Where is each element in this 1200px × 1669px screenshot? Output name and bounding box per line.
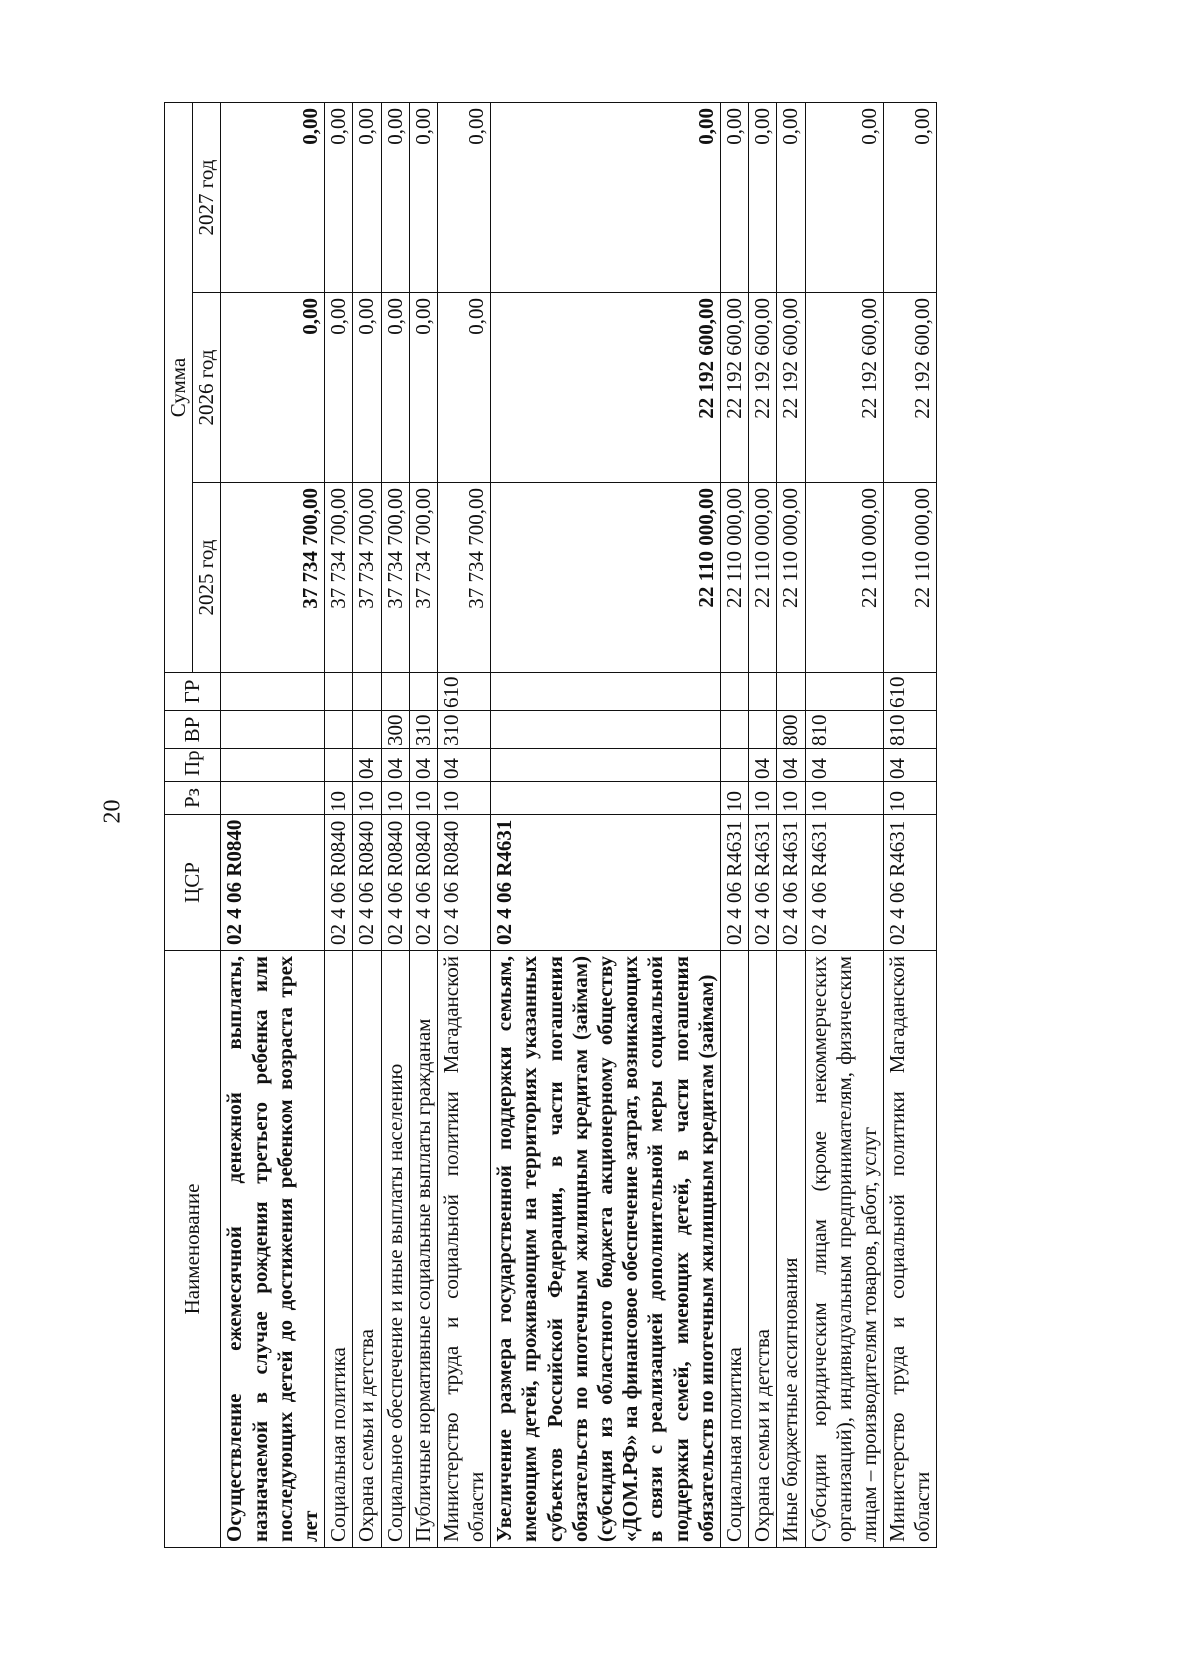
row-name: Министерство труда и социальной политики Магаданской области bbox=[437, 951, 490, 1548]
header-row-1 bbox=[165, 102, 193, 1547]
row-2026: 0,00 bbox=[409, 293, 437, 483]
row-rz: 10 bbox=[381, 782, 409, 815]
row-2025: 37 734 700,00 bbox=[325, 483, 353, 673]
table-row bbox=[884, 102, 937, 1547]
row-rz: 10 bbox=[353, 782, 381, 815]
row-name: Увеличение размера государственной поддержки семьям, имеющим детей, проживающим на территориях указанных субъектов Российской Федерации, в части погашения обязательств по ипотечным жилищным кредитам (займам) (субсидия из областного бюджета акционерному обществу «ДОМ.РФ» на финансовое обеспечение затрат, возникающих в связи с реализацией дополнительной меры социальной поддержки семей, имеющих детей, в части погашения обязательств по ипотечным жилищным кредитам (займам) bbox=[491, 951, 721, 1548]
header-gr: ГР bbox=[165, 673, 221, 711]
row-2026: 22 192 600,00 bbox=[805, 293, 884, 483]
row-rz bbox=[491, 782, 721, 815]
row-csr: 02 4 06 R0840 bbox=[381, 815, 409, 951]
row-gr bbox=[749, 673, 777, 711]
row-2026: 0,00 bbox=[221, 293, 325, 483]
row-name: Социальное обеспечение и иные выплаты населению bbox=[381, 951, 409, 1548]
row-name: Иные бюджетные ассигнования bbox=[777, 951, 805, 1548]
row-csr: 02 4 06 R4631 bbox=[805, 815, 884, 951]
row-pr bbox=[325, 749, 353, 782]
row-pr bbox=[491, 749, 721, 782]
row-vr: 300 bbox=[381, 711, 409, 749]
row-pr: 04 bbox=[409, 749, 437, 782]
row-rz: 10 bbox=[720, 782, 748, 815]
header-year-2025: 2025 год bbox=[193, 483, 221, 673]
row-2026: 22 192 600,00 bbox=[777, 293, 805, 483]
table-row bbox=[749, 102, 777, 1547]
row-2027: 0,00 bbox=[353, 102, 381, 292]
row-pr bbox=[720, 749, 748, 782]
row-gr bbox=[353, 673, 381, 711]
row-vr bbox=[749, 711, 777, 749]
table-row bbox=[805, 102, 884, 1547]
row-gr bbox=[491, 673, 721, 711]
row-rz: 10 bbox=[409, 782, 437, 815]
row-2025: 37 734 700,00 bbox=[409, 483, 437, 673]
row-2025: 22 110 000,00 bbox=[749, 483, 777, 673]
row-rz: 10 bbox=[805, 782, 884, 815]
row-gr bbox=[381, 673, 409, 711]
row-2027: 0,00 bbox=[805, 102, 884, 292]
row-rz: 10 bbox=[749, 782, 777, 815]
header-pr: Пр bbox=[165, 749, 221, 782]
row-2026: 0,00 bbox=[381, 293, 409, 483]
rotated-table-container bbox=[164, 103, 937, 1548]
row-2025: 22 110 000,00 bbox=[777, 483, 805, 673]
row-rz: 10 bbox=[437, 782, 490, 815]
row-vr bbox=[353, 711, 381, 749]
row-csr: 02 4 06 R4631 bbox=[749, 815, 777, 951]
row-2027: 0,00 bbox=[437, 102, 490, 292]
row-vr: 310 bbox=[409, 711, 437, 749]
header-sum: Сумма bbox=[165, 102, 193, 672]
row-name: Министерство труда и социальной политики Магаданской области bbox=[884, 951, 937, 1548]
row-name: Социальная политика bbox=[720, 951, 748, 1548]
table-row bbox=[409, 102, 437, 1547]
row-2026: 0,00 bbox=[353, 293, 381, 483]
row-csr: 02 4 06 R0840 bbox=[353, 815, 381, 951]
row-name: Социальная политика bbox=[325, 951, 353, 1548]
table-row bbox=[221, 102, 325, 1547]
row-vr bbox=[491, 711, 721, 749]
row-pr: 04 bbox=[353, 749, 381, 782]
row-gr bbox=[777, 673, 805, 711]
row-gr bbox=[409, 673, 437, 711]
page-number: 20 bbox=[99, 799, 126, 824]
row-2026: 0,00 bbox=[325, 293, 353, 483]
table-row bbox=[325, 102, 353, 1547]
table-row bbox=[353, 102, 381, 1547]
row-vr: 810 bbox=[884, 711, 937, 749]
row-name: Осуществление ежемесячной денежной выплаты, назначаемой в случае рождения третьего ребенка или последующих детей до достижения ребенком возраста трех лет bbox=[221, 951, 325, 1548]
row-gr bbox=[805, 673, 884, 711]
row-pr: 04 bbox=[381, 749, 409, 782]
row-pr: 04 bbox=[749, 749, 777, 782]
row-2027: 0,00 bbox=[409, 102, 437, 292]
table-row bbox=[381, 102, 409, 1547]
row-2025: 22 110 000,00 bbox=[491, 483, 721, 673]
row-pr: 04 bbox=[805, 749, 884, 782]
row-2025: 37 734 700,00 bbox=[353, 483, 381, 673]
header-year-2026: 2026 год bbox=[193, 293, 221, 483]
row-gr bbox=[325, 673, 353, 711]
table-row bbox=[777, 102, 805, 1547]
row-2026: 22 192 600,00 bbox=[749, 293, 777, 483]
row-pr bbox=[221, 749, 325, 782]
row-vr: 310 bbox=[437, 711, 490, 749]
row-gr bbox=[221, 673, 325, 711]
row-gr: 610 bbox=[437, 673, 490, 711]
row-2025: 37 734 700,00 bbox=[381, 483, 409, 673]
table-row bbox=[491, 102, 721, 1547]
row-rz: 10 bbox=[777, 782, 805, 815]
row-csr: 02 4 06 R4631 bbox=[720, 815, 748, 951]
row-pr: 04 bbox=[437, 749, 490, 782]
row-csr: 02 4 06 R0840 bbox=[437, 815, 490, 951]
row-rz: 10 bbox=[325, 782, 353, 815]
row-vr bbox=[325, 711, 353, 749]
row-2025: 22 110 000,00 bbox=[884, 483, 937, 673]
row-2027: 0,00 bbox=[221, 102, 325, 292]
row-2025: 37 734 700,00 bbox=[221, 483, 325, 673]
budget-table bbox=[164, 102, 937, 1548]
row-csr: 02 4 06 R4631 bbox=[777, 815, 805, 951]
row-2027: 0,00 bbox=[749, 102, 777, 292]
row-rz bbox=[221, 782, 325, 815]
row-2026: 22 192 600,00 bbox=[491, 293, 721, 483]
row-csr: 02 4 06 R0840 bbox=[325, 815, 353, 951]
row-csr: 02 4 06 R0840 bbox=[221, 815, 325, 951]
row-pr: 04 bbox=[884, 749, 937, 782]
row-vr bbox=[221, 711, 325, 749]
row-2027: 0,00 bbox=[325, 102, 353, 292]
row-csr: 02 4 06 R4631 bbox=[884, 815, 937, 951]
row-pr: 04 bbox=[777, 749, 805, 782]
row-2025: 22 110 000,00 bbox=[805, 483, 884, 673]
row-vr: 800 bbox=[777, 711, 805, 749]
row-2026: 0,00 bbox=[437, 293, 490, 483]
row-name: Охрана семьи и детства bbox=[749, 951, 777, 1548]
table-row bbox=[437, 102, 490, 1547]
row-vr: 810 bbox=[805, 711, 884, 749]
row-2025: 37 734 700,00 bbox=[437, 483, 490, 673]
row-2027: 0,00 bbox=[491, 102, 721, 292]
row-2027: 0,00 bbox=[884, 102, 937, 292]
header-vr: ВР bbox=[165, 711, 221, 749]
row-vr bbox=[720, 711, 748, 749]
row-rz: 10 bbox=[884, 782, 937, 815]
table-row bbox=[720, 102, 748, 1547]
row-gr bbox=[720, 673, 748, 711]
row-2027: 0,00 bbox=[381, 102, 409, 292]
row-2025: 22 110 000,00 bbox=[720, 483, 748, 673]
row-name: Охрана семьи и детства bbox=[353, 951, 381, 1548]
row-2027: 0,00 bbox=[777, 102, 805, 292]
row-gr: 610 bbox=[884, 673, 937, 711]
header-csr: ЦСР bbox=[165, 815, 221, 951]
row-csr: 02 4 06 R4631 bbox=[491, 815, 721, 951]
row-name: Субсидии юридическим лицам (кроме некоммерческих организаций), индивидуальным предпринимателям, физическим лицам – производителям товаров, работ, услуг bbox=[805, 951, 884, 1548]
header-name: Наименование bbox=[165, 951, 221, 1548]
header-year-2027: 2027 год bbox=[193, 102, 221, 292]
row-2026: 22 192 600,00 bbox=[884, 293, 937, 483]
row-name: Публичные нормативные социальные выплаты гражданам bbox=[409, 951, 437, 1548]
header-rz: Рз bbox=[165, 782, 221, 815]
row-2027: 0,00 bbox=[720, 102, 748, 292]
row-csr: 02 4 06 R0840 bbox=[409, 815, 437, 951]
row-2026: 22 192 600,00 bbox=[720, 293, 748, 483]
